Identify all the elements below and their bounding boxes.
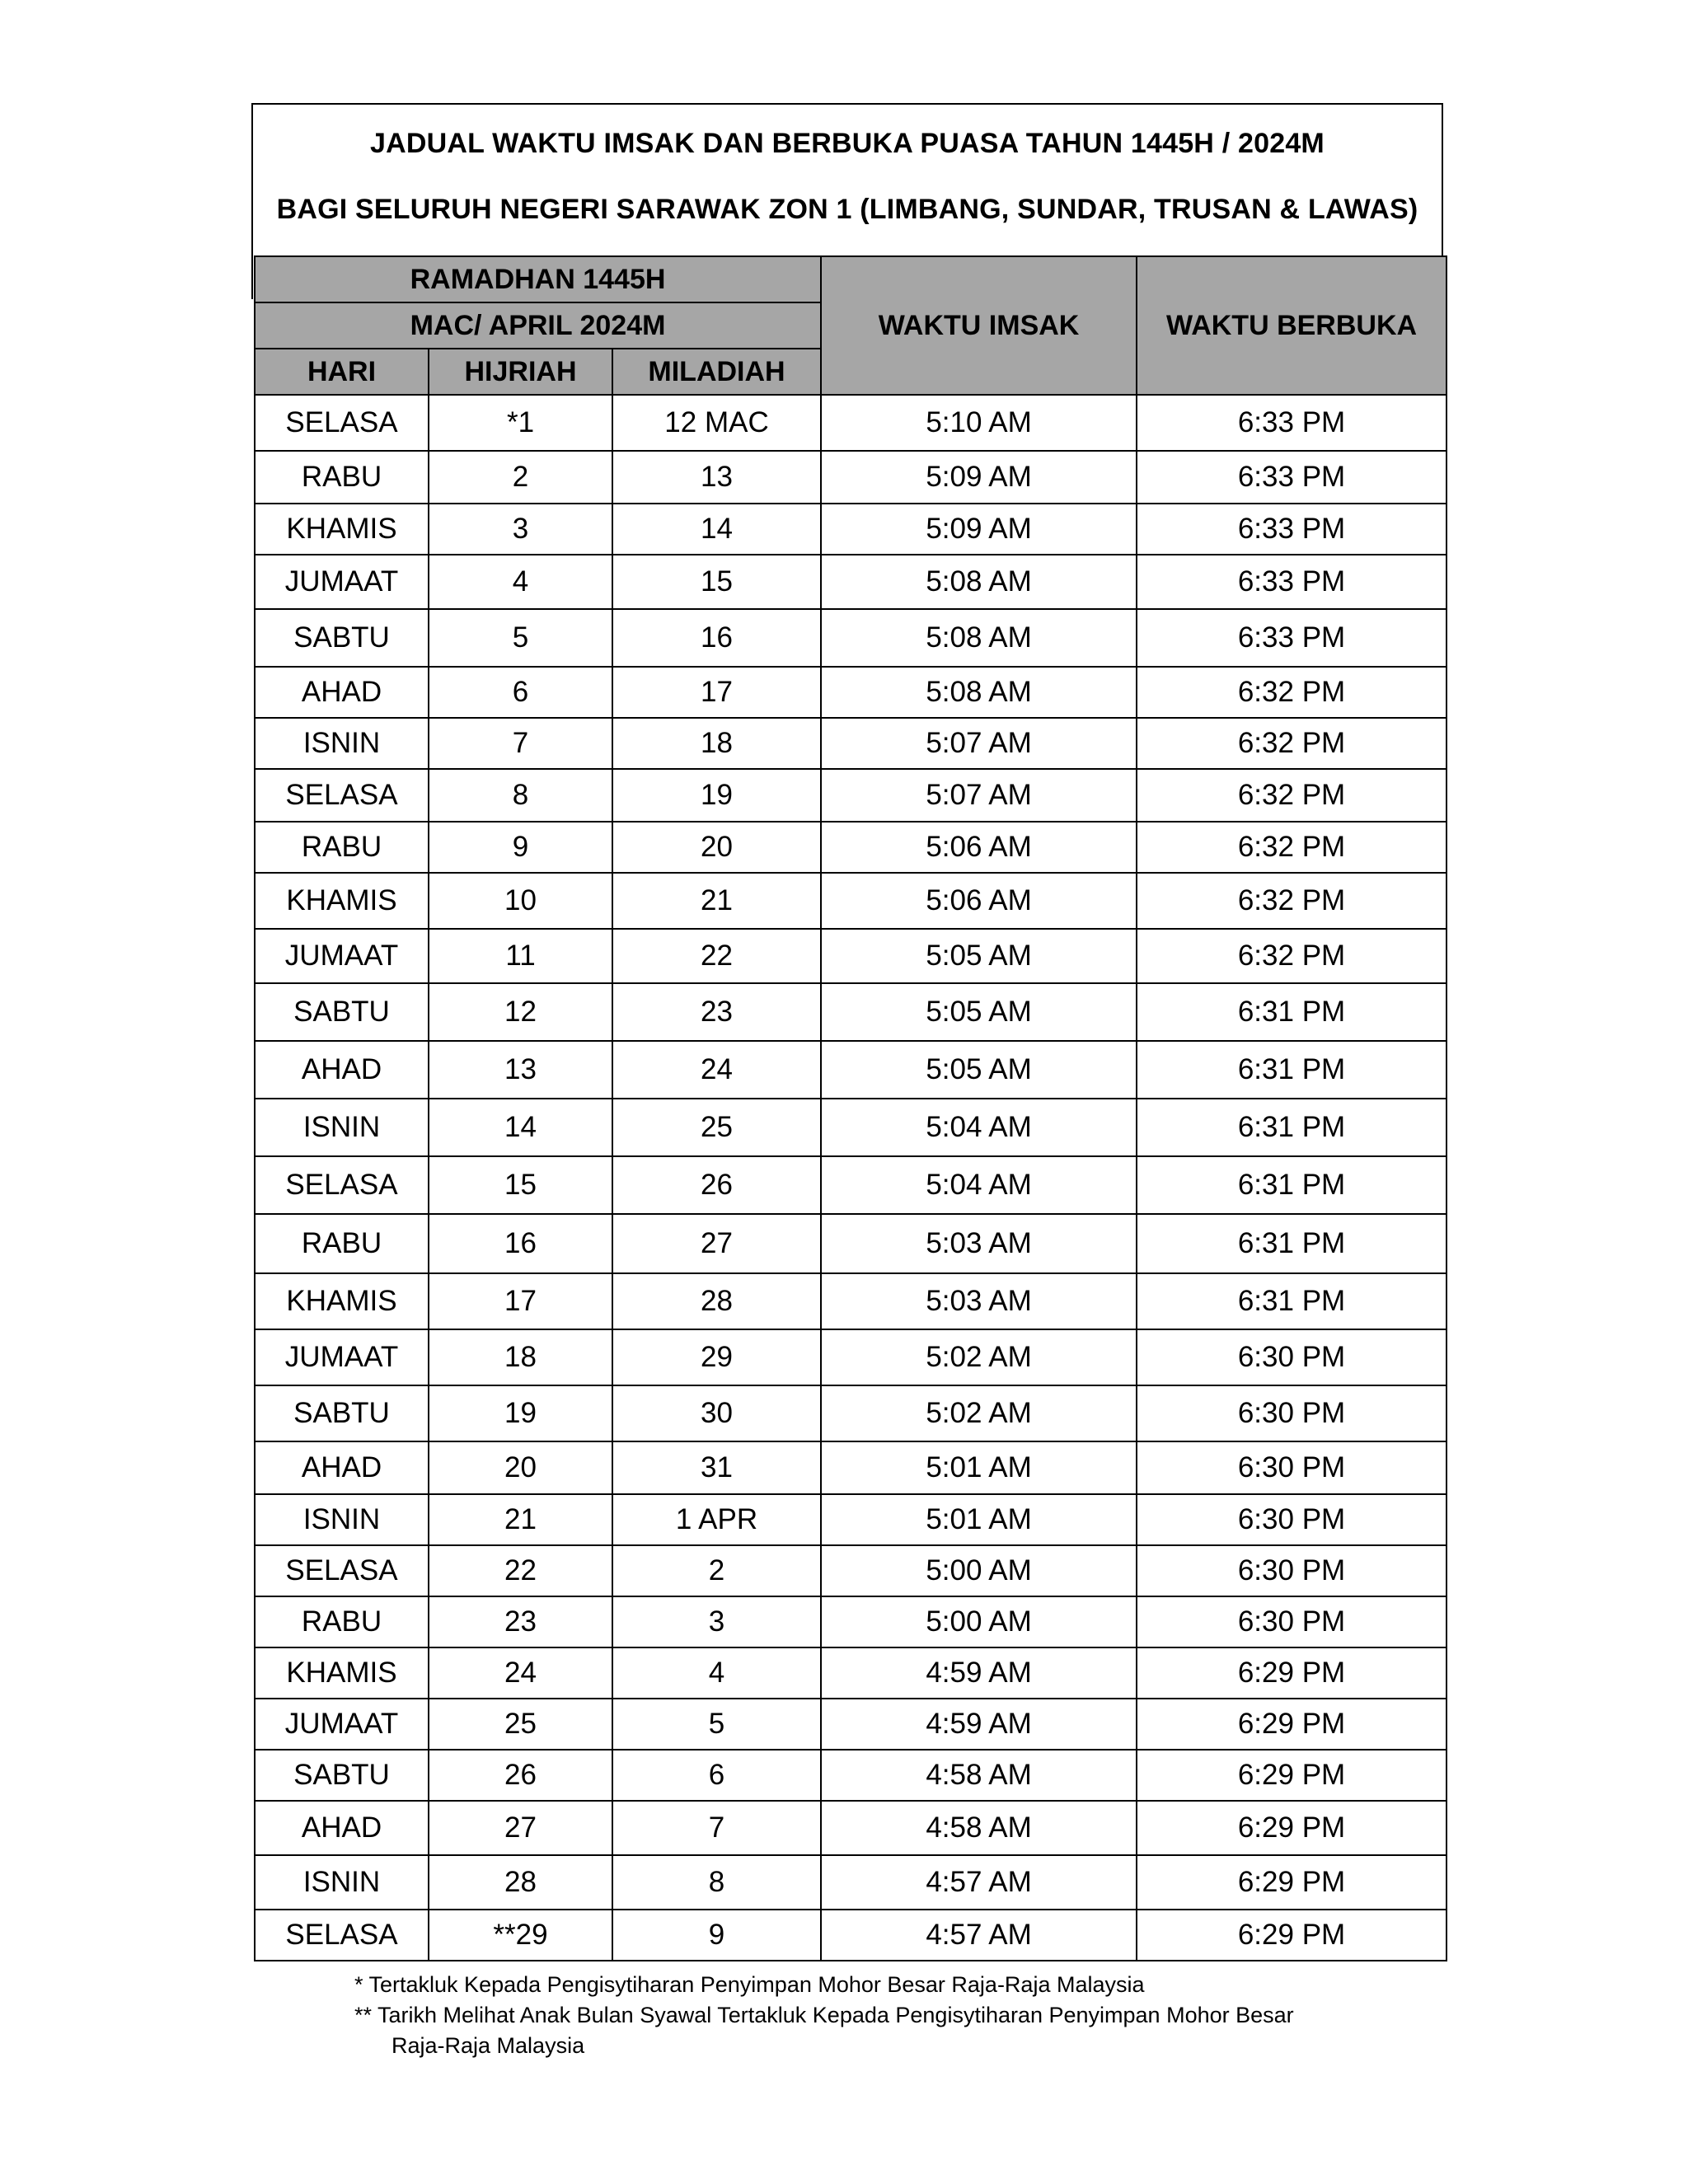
imsak-cell: 5:01 AM	[821, 1441, 1137, 1494]
table-row	[255, 1329, 1447, 1385]
header-month: MAC/ APRIL 2024M	[255, 302, 821, 349]
miladiah-cell: 13	[612, 451, 821, 504]
table-row	[255, 822, 1447, 873]
berbuka-cell: 6:29 PM	[1137, 1910, 1447, 1961]
miladiah-cell: 27	[612, 1214, 821, 1273]
miladiah-cell: 2	[612, 1545, 821, 1596]
day-cell: AHAD	[255, 667, 429, 718]
berbuka-cell: 6:32 PM	[1137, 822, 1447, 873]
miladiah-cell: 12 MAC	[612, 395, 821, 451]
table-row	[255, 1699, 1447, 1750]
berbuka-cell: 6:32 PM	[1137, 667, 1447, 718]
table-row	[255, 1385, 1447, 1441]
berbuka-cell: 6:32 PM	[1137, 769, 1447, 822]
table-row	[255, 1273, 1447, 1329]
day-cell: SELASA	[255, 1156, 429, 1214]
berbuka-cell: 6:29 PM	[1137, 1647, 1447, 1699]
day-cell: RABU	[255, 1596, 429, 1647]
berbuka-cell: 6:30 PM	[1137, 1545, 1447, 1596]
miladiah-cell: 18	[612, 718, 821, 769]
header-hari: HARI	[255, 349, 429, 395]
footnotes	[354, 1970, 1294, 2061]
miladiah-cell: 7	[612, 1801, 821, 1855]
berbuka-cell: 6:33 PM	[1137, 504, 1447, 555]
miladiah-cell: 3	[612, 1596, 821, 1647]
imsak-cell: 4:57 AM	[821, 1855, 1137, 1910]
footnote-2: ** Tarikh Melihat Anak Bulan Syawal Tertakluk Kepada Pengisytiharan Penyimpan Mohor Besar	[354, 2003, 1294, 2027]
table-row	[255, 555, 1447, 609]
day-cell: JUMAAT	[255, 1329, 429, 1385]
day-cell: SABTU	[255, 609, 429, 667]
table-row	[255, 1750, 1447, 1801]
hijriah-cell: 16	[429, 1214, 612, 1273]
berbuka-cell: 6:29 PM	[1137, 1855, 1447, 1910]
miladiah-cell: 24	[612, 1041, 821, 1099]
miladiah-cell: 23	[612, 983, 821, 1041]
hijriah-cell: 13	[429, 1041, 612, 1099]
day-cell: SELASA	[255, 395, 429, 451]
hijriah-cell: 22	[429, 1545, 612, 1596]
imsak-cell: 5:08 AM	[821, 667, 1137, 718]
berbuka-cell: 6:30 PM	[1137, 1329, 1447, 1385]
imsak-cell: 5:01 AM	[821, 1494, 1137, 1545]
hijriah-cell: 28	[429, 1855, 612, 1910]
imsak-cell: 4:59 AM	[821, 1699, 1137, 1750]
day-cell: ISNIN	[255, 1099, 429, 1156]
day-cell: ISNIN	[255, 1855, 429, 1910]
day-cell: JUMAAT	[255, 1699, 429, 1750]
miladiah-cell: 30	[612, 1385, 821, 1441]
hijriah-cell: 5	[429, 609, 612, 667]
hijriah-cell: 3	[429, 504, 612, 555]
day-cell: JUMAAT	[255, 929, 429, 983]
imsak-cell: 5:00 AM	[821, 1545, 1137, 1596]
miladiah-cell: 1 APR	[612, 1494, 821, 1545]
table-row	[255, 395, 1447, 451]
hijriah-cell: 12	[429, 983, 612, 1041]
berbuka-cell: 6:29 PM	[1137, 1801, 1447, 1855]
imsak-cell: 5:05 AM	[821, 1041, 1137, 1099]
schedule-table	[254, 255, 1447, 1961]
day-cell: KHAMIS	[255, 1273, 429, 1329]
hijriah-cell: 7	[429, 718, 612, 769]
hijriah-cell: 23	[429, 1596, 612, 1647]
hijriah-cell: 24	[429, 1647, 612, 1699]
hijriah-cell: *1	[429, 395, 612, 451]
title-line-1: JADUAL WAKTU IMSAK DAN BERBUKA PUASA TAHUN 1445H / 2024M	[370, 128, 1325, 159]
table-row	[255, 1855, 1447, 1910]
imsak-cell: 4:58 AM	[821, 1801, 1137, 1855]
day-cell: AHAD	[255, 1441, 429, 1494]
table-row	[255, 1494, 1447, 1545]
hijriah-cell: 17	[429, 1273, 612, 1329]
table-row	[255, 1910, 1447, 1961]
imsak-cell: 5:06 AM	[821, 822, 1137, 873]
miladiah-cell: 17	[612, 667, 821, 718]
day-cell: ISNIN	[255, 718, 429, 769]
table-row	[255, 1156, 1447, 1214]
table-row	[255, 1214, 1447, 1273]
imsak-cell: 5:07 AM	[821, 718, 1137, 769]
imsak-cell: 4:58 AM	[821, 1750, 1137, 1801]
hijriah-cell: 2	[429, 451, 612, 504]
miladiah-cell: 25	[612, 1099, 821, 1156]
berbuka-cell: 6:30 PM	[1137, 1596, 1447, 1647]
berbuka-cell: 6:33 PM	[1137, 451, 1447, 504]
berbuka-cell: 6:30 PM	[1137, 1494, 1447, 1545]
berbuka-cell: 6:31 PM	[1137, 1214, 1447, 1273]
table-row	[255, 1596, 1447, 1647]
day-cell: KHAMIS	[255, 873, 429, 929]
berbuka-cell: 6:32 PM	[1137, 929, 1447, 983]
hijriah-cell: 18	[429, 1329, 612, 1385]
imsak-cell: 5:06 AM	[821, 873, 1137, 929]
miladiah-cell: 21	[612, 873, 821, 929]
imsak-cell: 5:03 AM	[821, 1214, 1137, 1273]
berbuka-cell: 6:29 PM	[1137, 1699, 1447, 1750]
miladiah-cell: 26	[612, 1156, 821, 1214]
miladiah-cell: 9	[612, 1910, 821, 1961]
hijriah-cell: 11	[429, 929, 612, 983]
hijriah-cell: 6	[429, 667, 612, 718]
imsak-cell: 5:03 AM	[821, 1273, 1137, 1329]
table-row	[255, 667, 1447, 718]
berbuka-cell: 6:33 PM	[1137, 609, 1447, 667]
imsak-cell: 5:08 AM	[821, 555, 1137, 609]
hijriah-cell: 20	[429, 1441, 612, 1494]
table-row	[255, 983, 1447, 1041]
day-cell: SELASA	[255, 1545, 429, 1596]
hijriah-cell: 10	[429, 873, 612, 929]
imsak-cell: 5:02 AM	[821, 1385, 1137, 1441]
header-imsak: WAKTU IMSAK	[821, 256, 1137, 395]
hijriah-cell: 15	[429, 1156, 612, 1214]
imsak-cell: 5:04 AM	[821, 1099, 1137, 1156]
table-row	[255, 451, 1447, 504]
miladiah-cell: 6	[612, 1750, 821, 1801]
day-cell: AHAD	[255, 1041, 429, 1099]
table-row	[255, 504, 1447, 555]
footnote-1: * Tertakluk Kepada Pengisytiharan Penyimpan Mohor Besar Raja-Raja Malaysia	[354, 1972, 1145, 1997]
day-cell: RABU	[255, 451, 429, 504]
table-row	[255, 929, 1447, 983]
berbuka-cell: 6:31 PM	[1137, 983, 1447, 1041]
table-row	[255, 1647, 1447, 1699]
berbuka-cell: 6:33 PM	[1137, 395, 1447, 451]
footnote-2-continued: Raja-Raja Malaysia	[392, 2033, 585, 2058]
berbuka-cell: 6:33 PM	[1137, 555, 1447, 609]
day-cell: SELASA	[255, 1910, 429, 1961]
day-cell: ISNIN	[255, 1494, 429, 1545]
berbuka-cell: 6:32 PM	[1137, 718, 1447, 769]
berbuka-cell: 6:31 PM	[1137, 1273, 1447, 1329]
berbuka-cell: 6:31 PM	[1137, 1099, 1447, 1156]
day-cell: SELASA	[255, 769, 429, 822]
berbuka-cell: 6:31 PM	[1137, 1041, 1447, 1099]
miladiah-cell: 4	[612, 1647, 821, 1699]
berbuka-cell: 6:32 PM	[1137, 873, 1447, 929]
day-cell: RABU	[255, 822, 429, 873]
imsak-cell: 5:09 AM	[821, 451, 1137, 504]
day-cell: RABU	[255, 1214, 429, 1273]
imsak-cell: 4:59 AM	[821, 1647, 1137, 1699]
berbuka-cell: 6:30 PM	[1137, 1385, 1447, 1441]
header-berbuka: WAKTU BERBUKA	[1137, 256, 1447, 395]
day-cell: SABTU	[255, 1385, 429, 1441]
hijriah-cell: 14	[429, 1099, 612, 1156]
imsak-cell: 5:08 AM	[821, 609, 1137, 667]
header-miladiah: MILADIAH	[612, 349, 821, 395]
imsak-cell: 5:07 AM	[821, 769, 1137, 822]
hijriah-cell: 8	[429, 769, 612, 822]
miladiah-cell: 29	[612, 1329, 821, 1385]
miladiah-cell: 5	[612, 1699, 821, 1750]
miladiah-cell: 22	[612, 929, 821, 983]
hijriah-cell: 21	[429, 1494, 612, 1545]
imsak-cell: 5:10 AM	[821, 395, 1137, 451]
miladiah-cell: 15	[612, 555, 821, 609]
table-row	[255, 1441, 1447, 1494]
day-cell: SABTU	[255, 983, 429, 1041]
hijriah-cell: **29	[429, 1910, 612, 1961]
miladiah-cell: 19	[612, 769, 821, 822]
day-cell: KHAMIS	[255, 504, 429, 555]
hijriah-cell: 25	[429, 1699, 612, 1750]
imsak-cell: 5:09 AM	[821, 504, 1137, 555]
table-row	[255, 1545, 1447, 1596]
miladiah-cell: 20	[612, 822, 821, 873]
header-hijriah: HIJRIAH	[429, 349, 612, 395]
table-row	[255, 1099, 1447, 1156]
hijriah-cell: 4	[429, 555, 612, 609]
hijriah-cell: 26	[429, 1750, 612, 1801]
imsak-cell: 5:02 AM	[821, 1329, 1137, 1385]
table-row	[255, 1801, 1447, 1855]
title-line-2: BAGI SELURUH NEGERI SARAWAK ZON 1 (LIMBANG, SUNDAR, TRUSAN & LAWAS)	[276, 194, 1418, 225]
imsak-cell: 5:00 AM	[821, 1596, 1137, 1647]
imsak-cell: 5:04 AM	[821, 1156, 1137, 1214]
day-cell: AHAD	[255, 1801, 429, 1855]
table-row	[255, 718, 1447, 769]
hijriah-cell: 19	[429, 1385, 612, 1441]
header-ramadhan: RAMADHAN 1445H	[255, 256, 821, 302]
berbuka-cell: 6:30 PM	[1137, 1441, 1447, 1494]
miladiah-cell: 28	[612, 1273, 821, 1329]
day-cell: JUMAAT	[255, 555, 429, 609]
imsak-cell: 5:05 AM	[821, 929, 1137, 983]
berbuka-cell: 6:29 PM	[1137, 1750, 1447, 1801]
miladiah-cell: 8	[612, 1855, 821, 1910]
day-cell: SABTU	[255, 1750, 429, 1801]
miladiah-cell: 31	[612, 1441, 821, 1494]
table-row	[255, 769, 1447, 822]
table-row	[255, 1041, 1447, 1099]
imsak-cell: 5:05 AM	[821, 983, 1137, 1041]
hijriah-cell: 9	[429, 822, 612, 873]
miladiah-cell: 14	[612, 504, 821, 555]
imsak-cell: 4:57 AM	[821, 1910, 1137, 1961]
table-row	[255, 873, 1447, 929]
hijriah-cell: 27	[429, 1801, 612, 1855]
day-cell: KHAMIS	[255, 1647, 429, 1699]
table-row	[255, 609, 1447, 667]
miladiah-cell: 16	[612, 609, 821, 667]
schedule-body	[255, 395, 1447, 1961]
berbuka-cell: 6:31 PM	[1137, 1156, 1447, 1214]
